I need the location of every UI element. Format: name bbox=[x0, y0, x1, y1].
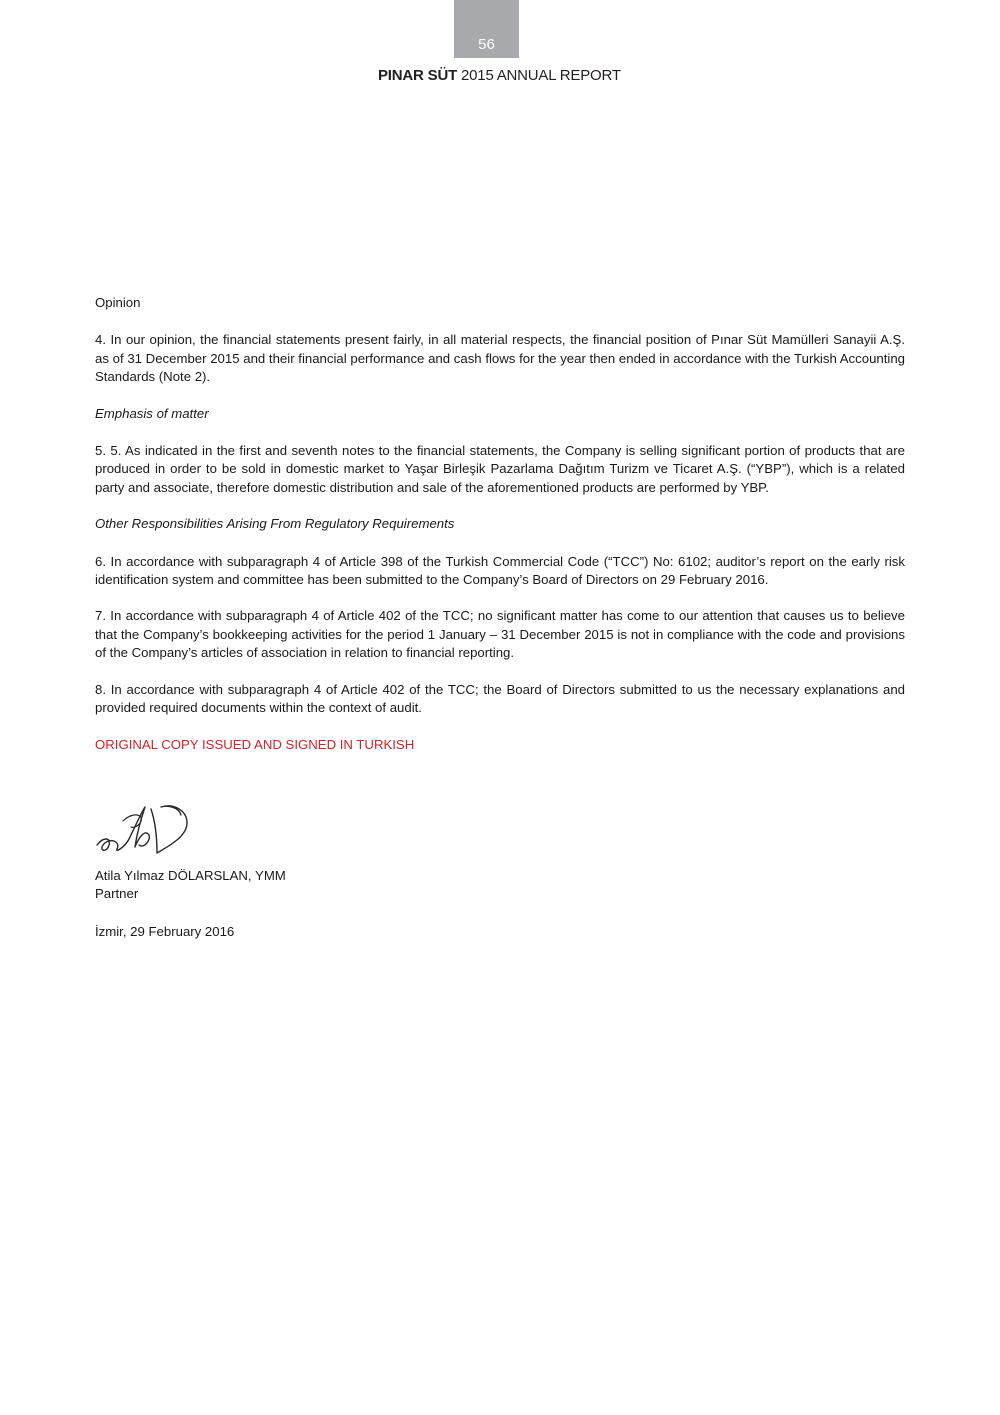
signature-image bbox=[95, 801, 195, 863]
page-number: 56 bbox=[478, 36, 495, 53]
place-and-date: İzmir, 29 February 2016 bbox=[95, 923, 235, 939]
original-copy-notice: ORIGINAL COPY ISSUED AND SIGNED IN TURKISH bbox=[95, 736, 415, 752]
paragraph-8: 8. In accordance with subparagraph 4 of Article 402 of the TCC; the Board of Directors submitted to us the necessary explanations and provided required documents within the context of audit. bbox=[95, 681, 905, 716]
page-number-tab bbox=[454, 0, 519, 58]
paragraph-5: 5. 5. As indicated in the first and seventh notes to the financial statements, the Company is selling significant portion of products that are produced in order to be sold in domestic market to Yaşar Birleşik Pazarlama Dağıtım Turizm ve Ticaret A.Ş. (“YBP”), which is a related party and associate, therefore domestic distribution and sale of the aforementioned products are performed by YBP. bbox=[95, 443, 905, 495]
signatory-name: Atila Yılmaz DÖLARSLAN, YMM bbox=[95, 867, 286, 883]
paragraph-4: 4. In our opinion, the financial statements present fairly, in all material respects, the financial position of Pınar Süt Mamülleri Sanayii A.Ş. as of 31 December 2015 and their financial performance and cash flows for the year then ended in accordance with the Turkish Accounting Standards (Note 2). bbox=[95, 332, 905, 385]
signatory-title: Partner bbox=[95, 886, 139, 902]
other-responsibilities-heading: Other Responsibilities Arising From Regulatory Requirements bbox=[95, 516, 455, 532]
header-report-title: 2015 ANNUAL REPORT bbox=[461, 67, 621, 84]
opinion-heading: Opinion bbox=[95, 295, 141, 310]
running-header bbox=[378, 67, 621, 85]
report-body bbox=[95, 294, 905, 941]
emphasis-heading: Emphasis of matter bbox=[95, 405, 209, 421]
paragraph-7: 7. In accordance with subparagraph 4 of Article 402 of the TCC; no significant matter has come to our attention that causes us to believe that the Company’s bookkeeping activities for the period 1 January – 31 December 2015 is not in compliance with the code and provisions of the Company’s articles of association in relation to financial reporting. bbox=[95, 608, 905, 661]
header-brand: PINAR SÜT bbox=[378, 67, 458, 84]
paragraph-6: 6. In accordance with subparagraph 4 of Article 398 of the Turkish Commercial Code (“TCC”) No: 6102; auditor’s report on the early risk identification system and committee has been submitted to the Company’s Board of Directors on 29 February 2016. bbox=[95, 553, 905, 588]
